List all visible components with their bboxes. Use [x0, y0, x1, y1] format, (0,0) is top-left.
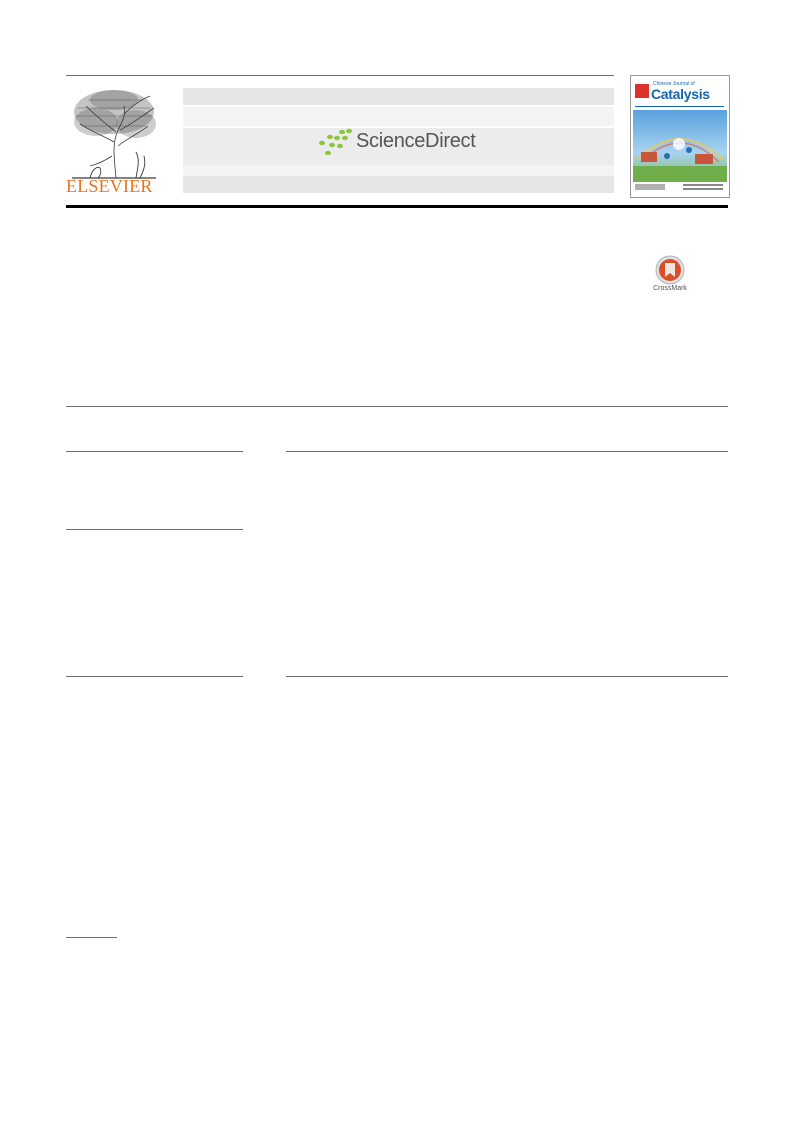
elsevier-tree-logo: [66, 86, 162, 180]
article-info-rule-bottom: [66, 676, 243, 677]
banner-band-mid-lower: [183, 165, 614, 176]
cover-logo-mark: [635, 84, 649, 98]
elsevier-wordmark: ELSEVIER: [66, 176, 153, 196]
banner-band-mid-upper: [183, 107, 614, 126]
article-info-rule-mid: [66, 529, 243, 530]
banner-band-bottom: [183, 176, 614, 193]
top-rule: [66, 75, 614, 76]
banner-band-top: [183, 88, 614, 105]
cover-footer-logos: [635, 184, 665, 190]
header-thick-rule: [66, 205, 728, 208]
article-info-rule-top: [66, 451, 243, 452]
cover-footer-text-2: [683, 188, 723, 190]
abstract-rule-bottom: [286, 676, 728, 677]
cover-journal-title: Catalysis: [651, 86, 710, 102]
crossmark-icon[interactable]: [655, 255, 685, 285]
cover-artwork: [633, 110, 727, 182]
article-head-rule: [66, 406, 728, 407]
cover-journal-subtitle: Chinese Journal of: [653, 81, 695, 87]
cover-footer-text: [683, 184, 723, 186]
footnote-rule: [66, 937, 117, 938]
cover-title-rule: [635, 106, 724, 107]
crossmark-label: CrossMark: [653, 285, 687, 292]
journal-cover[interactable]: [630, 75, 730, 198]
sciencedirect-logo[interactable]: [318, 126, 488, 162]
sciencedirect-dots-icon: [318, 128, 356, 158]
abstract-rule-top: [286, 451, 728, 452]
sciencedirect-wordmark: ScienceDirect: [356, 130, 476, 152]
